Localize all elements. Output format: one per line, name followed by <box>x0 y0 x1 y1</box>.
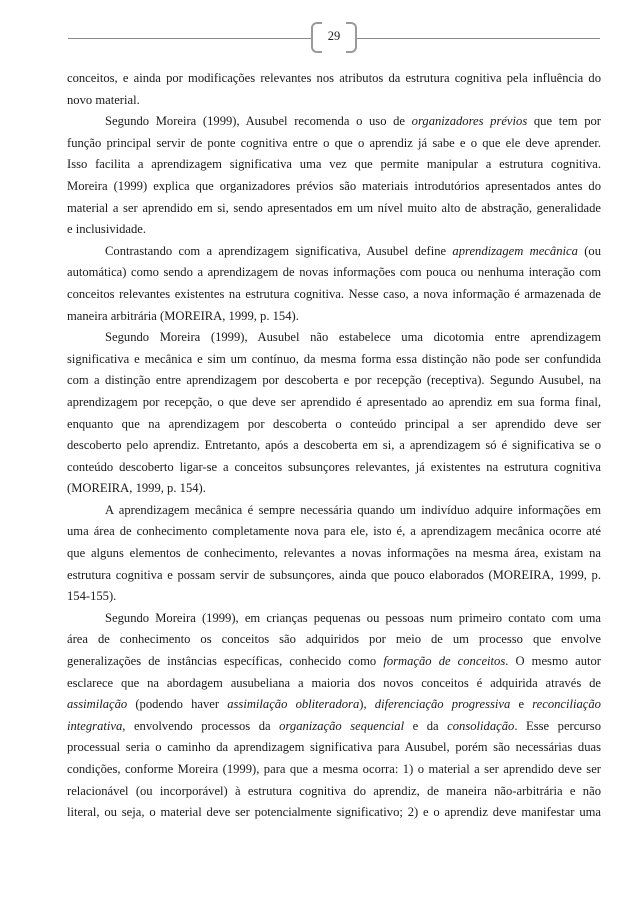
right-brace-ornament <box>346 22 357 53</box>
page-number: 29 <box>327 29 341 43</box>
emphasis-term: consolidação <box>447 718 515 733</box>
text-line: (MOREIRA, 1999, p. 154). <box>67 481 206 496</box>
text-line: conteúdo descoberto ligar-se a conceitos subsunçores relevantes, já existentes na estrutura cognitiva <box>67 459 601 474</box>
text-line: Contrastando com a aprendizagem significativa, Ausubel define aprendizagem mecânica (ou <box>105 243 601 258</box>
text-line: material a ser aprendido em si, sendo apresentados em um nível muito alto de abstração, generalidade <box>67 200 601 215</box>
text-line: assimilação (podendo haver assimilação obliteradora), diferenciação progressiva e reconciliação <box>67 697 601 712</box>
text-line: relacionável (ou incorporável) à estrutura cognitiva do aprendiz, de maneira não-arbitrária e não <box>67 783 601 798</box>
emphasis-term: formação de conceitos <box>383 654 506 669</box>
text-line: Segundo Moreira (1999), Ausubel recomenda o uso de organizadores prévios que tem por <box>105 114 602 129</box>
text-line: literal, ou seja, o material deve ser potencialmente significativo; 2) e o aprendiz deve manifestar uma <box>67 805 601 820</box>
text-line: e inclusividade. <box>67 222 147 237</box>
emphasis-term: assimilação <box>67 697 128 712</box>
text-line: maneira arbitrária (MOREIRA, 1999, p. 154). <box>67 308 299 323</box>
text-line: significativa e mecânica e sim um contínuo, da mesma forma essa distinção não pode ser confundida <box>67 351 601 366</box>
emphasis-term: assimilação obliteradora <box>227 697 360 712</box>
emphasis-term: organizadores prévios <box>411 114 528 129</box>
text-line: esclarece que na abordagem ausubeliana a maioria dos novos conceitos é adquirida através de <box>67 675 601 690</box>
text-line: processual seria o caminho da aprendizagem significativa para Ausubel, porém são necessárias duas <box>67 740 601 755</box>
text-line: área de conhecimento os conceitos são adquiridos por meio de um processo que envolve <box>67 632 601 647</box>
emphasis-term: integrativa <box>67 718 123 733</box>
text-line: função principal servir de ponte cognitiva entre o que o aprendiz já sabe e o que ele deve aprender. <box>67 135 601 150</box>
text-line: Segundo Moreira (1999), Ausubel não estabelece uma dicotomia entre aprendizagem <box>105 330 601 345</box>
text-line: que alguns elementos de conhecimento, relevantes a novas informações na mesma área, existam na <box>67 546 601 561</box>
text-line: aprendizagem por recepção, o que deve ser aprendido é apresentado ao aprendiz em sua forma final, <box>67 394 601 409</box>
header-rule-right <box>357 38 600 39</box>
emphasis-term: aprendizagem mecânica <box>452 243 578 258</box>
emphasis-term: diferenciação progressiva <box>374 697 511 712</box>
text-line: automática) como sendo a aprendizagem de novas informações com pouca ou nenhuma interação com <box>67 265 601 280</box>
body-text <box>67 68 601 824</box>
text-line: integrativa, envolvendo processos da organização sequencial e da consolidação. Esse percurso <box>67 718 602 733</box>
text-line: condições, conforme Moreira (1999), para que a mesma ocorra: 1) o material a ser aprendido deve ser <box>67 762 601 776</box>
text-line: 154-155). <box>67 589 117 604</box>
text-line: A aprendizagem mecânica é sempre necessária quando um indivíduo adquire informações em <box>105 502 601 517</box>
text-line: generalizações de instâncias específicas, conhecido como formação de conceitos. O mesmo autor <box>67 654 602 669</box>
text-line: uma área de conhecimento completamente nova para ele, isto é, a aprendizagem mecânica ocorre até <box>67 524 601 539</box>
text-line: estrutura cognitiva e possam servir de subsunçores, ainda que pouco elaborados (MOREIRA, 1999, p. <box>67 567 601 582</box>
text-line: enquanto que na aprendizagem por descoberta o conteúdo principal a ser aprendido deve ser <box>67 416 601 431</box>
emphasis-term: reconciliação <box>532 697 601 712</box>
text-line: descoberto pelo aprendiz. Entretanto, após a descoberta em si, a aprendizagem só é significativa se o <box>67 438 601 453</box>
text-line: Segundo Moreira (1999), em crianças pequenas ou pessoas num primeiro contato com uma <box>105 610 601 625</box>
text-line: conceitos relevantes existentes na estrutura cognitiva. Nesse caso, a nova informação é armazenada de <box>67 286 601 301</box>
text-line: novo material. <box>67 92 140 107</box>
page-header <box>68 22 600 56</box>
text-line: conceitos, e ainda por modificações relevantes nos atributos da estrutura cognitiva pela influência do <box>67 71 601 85</box>
emphasis-term: organização sequencial <box>279 718 405 733</box>
text-line: com a distinção entre aprendizagem por descoberta e por recepção (receptiva). Segundo Ausubel, na <box>67 373 601 388</box>
text-line: Isso facilita a aprendizagem significativa uma vez que permite manipular a estrutura cognitiva. <box>67 157 601 172</box>
text-line: Moreira (1999) explica que organizadores prévios são materiais introdutórios apresentados antes do <box>67 178 601 193</box>
left-brace-ornament <box>311 22 322 53</box>
header-rule-left <box>68 38 311 39</box>
